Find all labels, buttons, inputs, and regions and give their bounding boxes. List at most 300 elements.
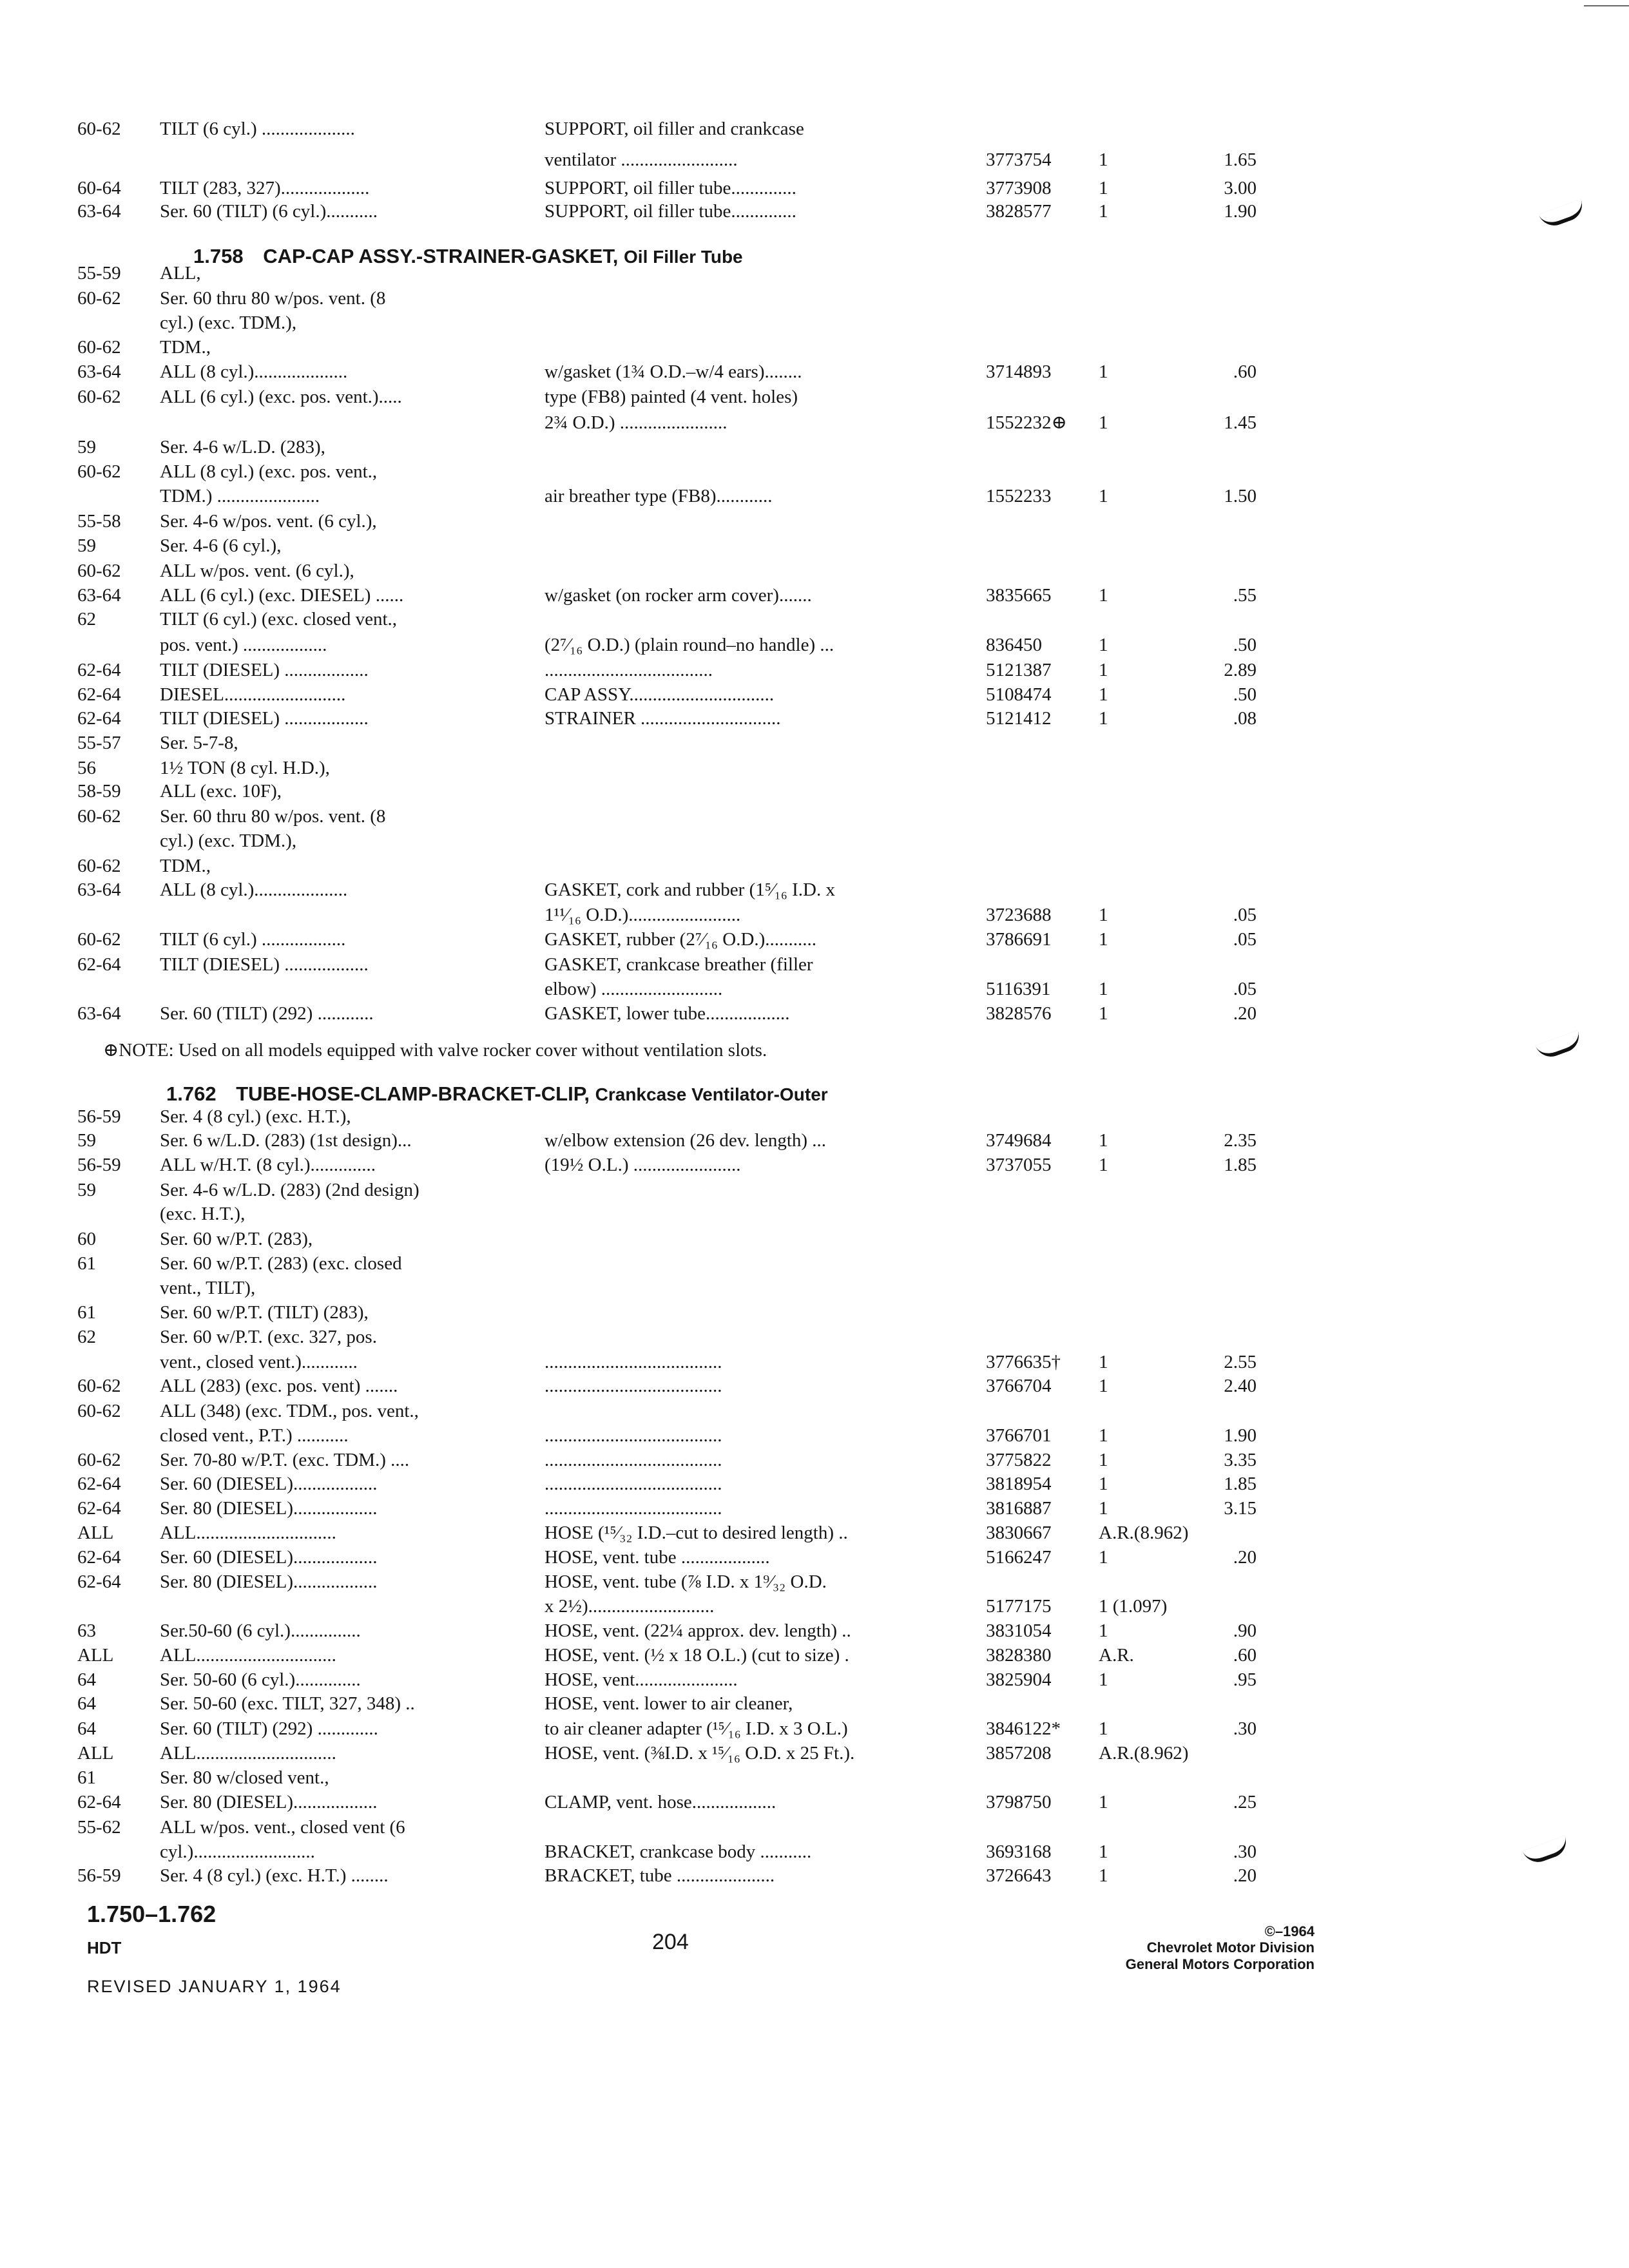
years-cell: 59 — [77, 437, 96, 457]
parts-row — [0, 903, 1629, 927]
model-cell: Ser. 80 (DIESEL).................. — [160, 1498, 378, 1519]
part-number-cell: 3723688 — [986, 905, 1052, 925]
model-cell: Ser. 60 w/P.T. (exc. 327, pos. — [160, 1327, 377, 1347]
quantity-cell: 1 — [1099, 412, 1108, 433]
description-cell: ...................................... — [545, 1376, 722, 1396]
part-number-cell: 5121412 — [986, 708, 1052, 729]
years-cell: 63 — [77, 1620, 96, 1641]
part-number-cell: 3786691 — [986, 929, 1052, 950]
part-number-cell: 5108474 — [986, 684, 1052, 705]
parts-row — [0, 953, 1629, 976]
parts-row — [0, 1129, 1629, 1152]
part-number-cell: 3766704 — [986, 1376, 1052, 1396]
years-cell: 62-64 — [77, 1547, 121, 1568]
model-cell: vent., closed vent.)............ — [160, 1352, 358, 1372]
price-cell: 1.85 — [1224, 1155, 1257, 1175]
part-number-cell: 3818954 — [986, 1474, 1052, 1494]
description-cell: (19½ O.L.) ....................... — [545, 1155, 741, 1175]
parts-row — [0, 1002, 1629, 1025]
description-cell: w/gasket (on rocker arm cover)....... — [545, 585, 812, 606]
model-cell: ALL w/pos. vent. (6 cyl.), — [160, 561, 354, 581]
parts-row — [0, 1521, 1629, 1544]
quantity-cell: 1 — [1099, 1547, 1108, 1568]
parts-row — [0, 1766, 1629, 1789]
part-number-cell: 3776635† — [986, 1352, 1061, 1372]
model-cell: ALL w/H.T. (8 cyl.).............. — [160, 1155, 376, 1175]
model-cell: ALL (8 cyl.) (exc. pos. vent., — [160, 461, 378, 482]
description-cell: SUPPORT, oil filler tube.............. — [545, 178, 796, 198]
part-number-cell: 3773908 — [986, 178, 1052, 198]
footer-revised: REVISED JANUARY 1, 1964 — [87, 1977, 342, 1996]
parts-row — [0, 1742, 1629, 1765]
parts-row — [0, 1717, 1629, 1740]
part-number-cell: 3828380 — [986, 1645, 1052, 1666]
years-cell: 60-62 — [77, 387, 121, 407]
section-number: 1.758 — [193, 245, 244, 267]
years-cell: 63-64 — [77, 879, 121, 900]
model-cell: ALL (8 cyl.).................... — [160, 361, 348, 382]
years-cell: 60-64 — [77, 178, 121, 198]
parts-row — [0, 1424, 1629, 1447]
price-cell: .20 — [1233, 1865, 1257, 1886]
years-cell: 61 — [77, 1253, 96, 1274]
price-cell: .60 — [1233, 361, 1257, 382]
model-cell: (exc. H.T.), — [160, 1204, 246, 1224]
part-number-cell: 3737055 — [986, 1155, 1052, 1175]
parts-row — [0, 707, 1629, 730]
section-subtitle: Crankcase Ventilator-Outer — [595, 1084, 828, 1104]
years-cell: 56-59 — [77, 1106, 121, 1127]
model-cell: TILT (6 cyl.) .................... — [160, 119, 355, 139]
model-cell: Ser. 60 (TILT) (292) ............. — [160, 1718, 378, 1739]
years-cell: 55-59 — [77, 263, 121, 284]
parts-row — [0, 1276, 1629, 1300]
years-cell: 62-64 — [77, 954, 121, 975]
description-cell: BRACKET, tube ..................... — [545, 1865, 775, 1886]
years-cell: 60-62 — [77, 461, 121, 482]
quantity-cell: 1 — [1099, 929, 1108, 950]
quantity-cell: 1 — [1099, 361, 1108, 382]
model-cell: TILT (6 cyl.) (exc. closed vent., — [160, 609, 398, 629]
years-cell: 64 — [77, 1718, 96, 1739]
years-cell: 62-64 — [77, 708, 121, 729]
description-cell: STRAINER .............................. — [545, 708, 781, 729]
years-cell: ALL — [77, 1645, 114, 1666]
years-cell: 60-62 — [77, 929, 121, 950]
model-cell: Ser. 50-60 (6 cyl.).............. — [160, 1669, 361, 1690]
model-cell: Ser. 80 w/closed vent., — [160, 1767, 329, 1788]
parts-row — [0, 756, 1629, 780]
parts-row — [0, 584, 1629, 607]
part-number-cell: 3828577 — [986, 201, 1052, 222]
parts-row — [0, 336, 1629, 359]
quantity-cell: 1 (1.097) — [1099, 1596, 1168, 1617]
model-cell: Ser. 4-6 w/L.D. (283) (2nd design) — [160, 1180, 419, 1200]
part-number-cell: 1552232⊕ — [986, 412, 1067, 433]
parts-row — [0, 731, 1629, 754]
price-cell: .90 — [1233, 1620, 1257, 1641]
description-cell: (2⁷⁄₁₆ O.D.) (plain round–no handle) ... — [545, 635, 834, 655]
years-cell: 62-64 — [77, 1792, 121, 1812]
footer-section-range: 1.750–1.762 — [87, 1901, 217, 1927]
parts-row — [0, 1399, 1629, 1423]
years-cell: 60 — [77, 1229, 96, 1249]
price-cell: .30 — [1233, 1841, 1257, 1862]
model-cell: TILT (DIESEL) .................. — [160, 660, 369, 680]
price-cell: .05 — [1233, 929, 1257, 950]
parts-row — [0, 1472, 1629, 1495]
section-number: 1.762 — [166, 1082, 217, 1105]
model-cell: Ser. 60 (TILT) (6 cyl.)........... — [160, 201, 378, 222]
parts-row — [0, 1619, 1629, 1642]
description-cell: HOSE, vent. tube (⅞ I.D. x 1⁹⁄₃₂ O.D. — [545, 1571, 827, 1592]
description-cell: HOSE, vent. tube ................... — [545, 1547, 770, 1568]
footer-page-number: 204 — [652, 1930, 689, 1954]
description-cell: HOSE, vent. (½ x 18 O.L.) (cut to size) . — [545, 1645, 849, 1666]
model-cell: TDM.) ...................... — [160, 486, 320, 506]
description-cell: HOSE, vent...................... — [545, 1669, 738, 1690]
description-cell: x 2½)........................... — [545, 1596, 715, 1617]
parts-row — [0, 411, 1629, 434]
price-cell: .60 — [1233, 1645, 1257, 1666]
years-cell: 61 — [77, 1767, 96, 1788]
parts-row — [0, 1816, 1629, 1839]
footer-code: HDT — [87, 1938, 122, 1957]
section-1762-heading — [166, 1082, 828, 1106]
price-cell: 1.90 — [1224, 1425, 1257, 1446]
years-cell: 62-64 — [77, 1498, 121, 1519]
years-cell: 55-62 — [77, 1817, 121, 1838]
model-cell: TILT (DIESEL) .................. — [160, 708, 369, 729]
model-cell: vent., TILT), — [160, 1278, 256, 1298]
quantity-cell: 1 — [1099, 1450, 1108, 1470]
years-cell: 64 — [77, 1669, 96, 1690]
parts-row — [0, 559, 1629, 582]
part-number-cell: 3766701 — [986, 1425, 1052, 1446]
years-cell: 58-59 — [77, 781, 121, 802]
binder-mark-2 — [1536, 1030, 1584, 1061]
years-cell: 56-59 — [77, 1155, 121, 1175]
price-cell: .95 — [1233, 1669, 1257, 1690]
part-number-cell: 3857208 — [986, 1743, 1052, 1763]
footer-division: Chevrolet Motor Division — [1146, 1939, 1315, 1956]
years-cell: 56-59 — [77, 1865, 121, 1886]
description-cell: ...................................... — [545, 1450, 722, 1470]
section-subtitle: Oil Filler Tube — [624, 247, 743, 267]
model-cell: ALL (283) (exc. pos. vent) ....... — [160, 1376, 398, 1396]
parts-row — [0, 683, 1629, 706]
price-cell: 2.89 — [1224, 660, 1257, 680]
quantity-cell: A.R.(8.962) — [1099, 1743, 1189, 1763]
parts-row — [0, 1668, 1629, 1691]
description-cell: 1¹¹⁄₁₆ O.D.)........................ — [545, 905, 741, 925]
part-number-cell: 5121387 — [986, 660, 1052, 680]
description-cell: HOSE (¹⁵⁄₃₂ I.D.–cut to desired length) .. — [545, 1523, 848, 1543]
parts-row — [0, 1791, 1629, 1814]
parts-row — [0, 1546, 1629, 1569]
parts-row — [0, 805, 1629, 828]
model-cell: ALL.............................. — [160, 1743, 336, 1763]
years-cell: 62 — [77, 609, 96, 629]
parts-row — [0, 854, 1629, 878]
model-cell: Ser. 6 w/L.D. (283) (1st design)... — [160, 1130, 412, 1151]
description-cell: w/gasket (1¾ O.D.–w/4 ears)........ — [545, 361, 802, 382]
quantity-cell: 1 — [1099, 905, 1108, 925]
model-cell: Ser. 60 w/P.T. (TILT) (283), — [160, 1302, 369, 1323]
parts-row — [0, 1448, 1629, 1472]
years-cell: 60-62 — [77, 119, 121, 139]
model-cell: TILT (283, 327)................... — [160, 178, 370, 198]
years-cell: 62-64 — [77, 684, 121, 705]
parts-row — [0, 385, 1629, 408]
years-cell: 63-64 — [77, 1003, 121, 1024]
model-cell: cyl.) (exc. TDM.), — [160, 831, 297, 851]
part-number-cell: 3846122* — [986, 1718, 1061, 1739]
parts-row — [0, 510, 1629, 533]
years-cell: 60-62 — [77, 561, 121, 581]
price-cell: .25 — [1233, 1792, 1257, 1812]
description-cell: BRACKET, crankcase body ........... — [545, 1841, 812, 1862]
part-number-cell: 836450 — [986, 635, 1042, 655]
parts-row — [0, 436, 1629, 459]
price-cell: 1.50 — [1224, 486, 1257, 506]
model-cell: DIESEL.......................... — [160, 684, 346, 705]
description-cell: GASKET, cork and rubber (1⁵⁄₁₆ I.D. x — [545, 879, 836, 900]
model-cell: Ser. 4-6 w/pos. vent. (6 cyl.), — [160, 511, 377, 532]
quantity-cell: A.R.(8.962) — [1099, 1523, 1189, 1543]
model-cell: TILT (DIESEL) .................. — [160, 954, 369, 975]
parts-row — [0, 1497, 1629, 1520]
parts-row — [0, 1595, 1629, 1618]
price-cell: 2.35 — [1224, 1130, 1257, 1151]
model-cell: ALL w/pos. vent., closed vent (6 — [160, 1817, 405, 1838]
model-cell: Ser. 80 (DIESEL).................. — [160, 1571, 378, 1592]
parts-row — [0, 287, 1629, 310]
parts-row — [0, 829, 1629, 852]
model-cell: ALL (6 cyl.) (exc. pos. vent.)..... — [160, 387, 402, 407]
price-cell: .20 — [1233, 1003, 1257, 1024]
description-cell: elbow) .......................... — [545, 979, 723, 999]
quantity-cell: 1 — [1099, 635, 1108, 655]
years-cell: 59 — [77, 1130, 96, 1151]
years-cell: ALL — [77, 1523, 114, 1543]
model-cell: Ser. 70-80 w/P.T. (exc. TDM.) .... — [160, 1450, 410, 1470]
years-cell: 62-64 — [77, 660, 121, 680]
quantity-cell: 1 — [1099, 201, 1108, 222]
quantity-cell: 1 — [1099, 1841, 1108, 1862]
model-cell: Ser. 60 w/P.T. (283) (exc. closed — [160, 1253, 402, 1274]
quantity-cell: A.R. — [1099, 1645, 1134, 1666]
part-number-cell: 3714893 — [986, 361, 1052, 382]
years-cell: 60-62 — [77, 288, 121, 309]
years-cell: 63-64 — [77, 585, 121, 606]
price-cell: .20 — [1233, 1547, 1257, 1568]
quantity-cell: 1 — [1099, 1376, 1108, 1396]
parts-row — [0, 1227, 1629, 1251]
description-cell: air breather type (FB8)............ — [545, 486, 773, 506]
quantity-cell: 1 — [1099, 1130, 1108, 1151]
description-cell: SUPPORT, oil filler and crankcase — [545, 119, 804, 139]
parts-row — [0, 460, 1629, 483]
description-cell: .................................... — [545, 660, 713, 680]
years-cell: 62 — [77, 1327, 96, 1347]
parts-row — [0, 1325, 1629, 1349]
model-cell: Ser. 60 (DIESEL).................. — [160, 1474, 378, 1494]
price-cell: .50 — [1233, 635, 1257, 655]
quantity-cell: 1 — [1099, 660, 1108, 680]
quantity-cell: 1 — [1099, 1155, 1108, 1175]
years-cell: 59 — [77, 535, 96, 556]
description-cell: to air cleaner adapter (¹⁵⁄₁₆ I.D. x 3 O.L.) — [545, 1718, 848, 1739]
model-cell: pos. vent.) .................. — [160, 635, 327, 655]
price-cell: .55 — [1233, 585, 1257, 606]
years-cell: 61 — [77, 1302, 96, 1323]
years-cell: ALL — [77, 1743, 114, 1763]
description-cell: HOSE, vent. (⅜I.D. x ¹⁵⁄₁₆ O.D. x 25 Ft.). — [545, 1743, 855, 1763]
years-cell: 63-64 — [77, 201, 121, 222]
parts-row — [0, 534, 1629, 557]
part-number-cell: 3835665 — [986, 585, 1052, 606]
description-cell: ...................................... — [545, 1498, 722, 1519]
price-cell: .05 — [1233, 979, 1257, 999]
description-cell: type (FB8) painted (4 vent. holes) — [545, 387, 798, 407]
parts-row — [0, 148, 1629, 171]
part-number-cell: 3830667 — [986, 1523, 1052, 1543]
model-cell: ALL (exc. 10F), — [160, 781, 282, 802]
price-cell: 3.35 — [1224, 1450, 1257, 1470]
model-cell: Ser. 4-6 w/L.D. (283), — [160, 437, 325, 457]
years-cell: 56 — [77, 758, 96, 778]
parts-row — [0, 360, 1629, 383]
model-cell: ALL, — [160, 263, 201, 284]
model-cell: TDM., — [160, 337, 211, 358]
parts-row — [0, 658, 1629, 682]
description-cell: HOSE, vent. (22¼ approx. dev. length) .. — [545, 1620, 851, 1641]
section-title: CAP-CAP ASSY.-STRAINER-GASKET, — [263, 245, 619, 267]
model-cell: Ser. 50-60 (exc. TILT, 327, 348) .. — [160, 1693, 415, 1714]
model-cell: ALL (6 cyl.) (exc. DIESEL) ...... — [160, 585, 404, 606]
quantity-cell: 1 — [1099, 1498, 1108, 1519]
model-cell: ALL.............................. — [160, 1523, 336, 1543]
model-cell: cyl.).......................... — [160, 1841, 315, 1862]
quantity-cell: 1 — [1099, 708, 1108, 729]
part-number-cell: 3749684 — [986, 1130, 1052, 1151]
part-number-cell: 3773754 — [986, 149, 1052, 170]
part-number-cell: 5177175 — [986, 1596, 1052, 1617]
parts-row — [0, 177, 1629, 200]
parts-row — [0, 485, 1629, 508]
years-cell: 60-62 — [77, 1401, 121, 1421]
parts-row — [0, 1153, 1629, 1177]
model-cell: Ser. 60 thru 80 w/pos. vent. (8 — [160, 288, 386, 309]
quantity-cell: 1 — [1099, 979, 1108, 999]
part-number-cell: 3693168 — [986, 1841, 1052, 1862]
model-cell: ALL.............................. — [160, 1645, 336, 1666]
years-cell: 60-62 — [77, 806, 121, 827]
model-cell: TILT (6 cyl.) .................. — [160, 929, 346, 950]
description-cell: GASKET, rubber (2⁷⁄₁₆ O.D.)........... — [545, 929, 817, 950]
model-cell: Ser. 60 (TILT) (292) ............ — [160, 1003, 374, 1024]
price-cell: 2.55 — [1224, 1352, 1257, 1372]
description-cell: CAP ASSY............................... — [545, 684, 775, 705]
parts-row — [0, 117, 1629, 140]
quantity-cell: 1 — [1099, 486, 1108, 506]
quantity-cell: 1 — [1099, 1792, 1108, 1812]
years-cell: 60-62 — [77, 337, 121, 358]
price-cell: 1.85 — [1224, 1474, 1257, 1494]
quantity-cell: 1 — [1099, 1474, 1108, 1494]
parts-row — [0, 311, 1629, 334]
parts-row — [0, 878, 1629, 901]
parts-row — [0, 262, 1629, 285]
part-number-cell: 5166247 — [986, 1547, 1052, 1568]
parts-row — [0, 1864, 1629, 1887]
section-1758-note: ⊕NOTE: Used on all models equipped with valve rocker cover without ventilation slots. — [103, 1040, 767, 1061]
parts-row — [0, 1350, 1629, 1374]
parts-row — [0, 1644, 1629, 1667]
model-cell: closed vent., P.T.) ........... — [160, 1425, 349, 1446]
part-number-cell: 5116391 — [986, 979, 1051, 999]
part-number-cell: 3831054 — [986, 1620, 1052, 1641]
parts-row — [0, 1178, 1629, 1202]
parts-row — [0, 977, 1629, 1001]
scan-edge-line — [1584, 5, 1629, 6]
description-cell: CLAMP, vent. hose.................. — [545, 1792, 776, 1812]
price-cell: 1.65 — [1224, 149, 1257, 170]
quantity-cell: 1 — [1099, 178, 1108, 198]
parts-row — [0, 1570, 1629, 1593]
parts-row — [0, 608, 1629, 631]
model-cell: Ser. 60 (DIESEL).................. — [160, 1547, 378, 1568]
years-cell: 64 — [77, 1693, 96, 1714]
years-cell: 62-64 — [77, 1474, 121, 1494]
quantity-cell: 1 — [1099, 1718, 1108, 1739]
years-cell: 55-58 — [77, 511, 121, 532]
description-cell: 2¾ O.D.) ....................... — [545, 412, 728, 433]
parts-row — [0, 780, 1629, 803]
price-cell: .50 — [1233, 684, 1257, 705]
model-cell: Ser. 4 (8 cyl.) (exc. H.T.) ........ — [160, 1865, 389, 1886]
parts-row — [0, 200, 1629, 223]
model-cell: Ser. 60 thru 80 w/pos. vent. (8 — [160, 806, 386, 827]
description-cell: SUPPORT, oil filler tube.............. — [545, 201, 796, 222]
footer-corporation: General Motors Corporation — [1125, 1956, 1315, 1972]
price-cell: 2.40 — [1224, 1376, 1257, 1396]
model-cell: ALL (8 cyl.).................... — [160, 879, 348, 900]
model-cell: Ser. 60 w/P.T. (283), — [160, 1229, 313, 1249]
model-cell: cyl.) (exc. TDM.), — [160, 312, 297, 333]
price-cell: .08 — [1233, 708, 1257, 729]
parts-row — [0, 1301, 1629, 1324]
price-cell: 3.15 — [1224, 1498, 1257, 1519]
price-cell: 1.45 — [1224, 412, 1257, 433]
price-cell: 3.00 — [1224, 178, 1257, 198]
price-cell: 1.90 — [1224, 201, 1257, 222]
quantity-cell: 1 — [1099, 684, 1108, 705]
model-cell: Ser.50-60 (6 cyl.)............... — [160, 1620, 361, 1641]
quantity-cell: 1 — [1099, 1003, 1108, 1024]
years-cell: 60-62 — [77, 856, 121, 876]
footer-copyright: ©–1964 — [1264, 1923, 1315, 1939]
model-cell: Ser. 80 (DIESEL).................. — [160, 1792, 378, 1812]
model-cell: ALL (348) (exc. TDM., pos. vent., — [160, 1401, 419, 1421]
quantity-cell: 1 — [1099, 1669, 1108, 1690]
description-cell: ...................................... — [545, 1425, 722, 1446]
parts-row — [0, 928, 1629, 951]
description-cell: GASKET, lower tube.................. — [545, 1003, 790, 1024]
years-cell: 62-64 — [77, 1571, 121, 1592]
description-cell: ventilator ......................... — [545, 149, 738, 170]
